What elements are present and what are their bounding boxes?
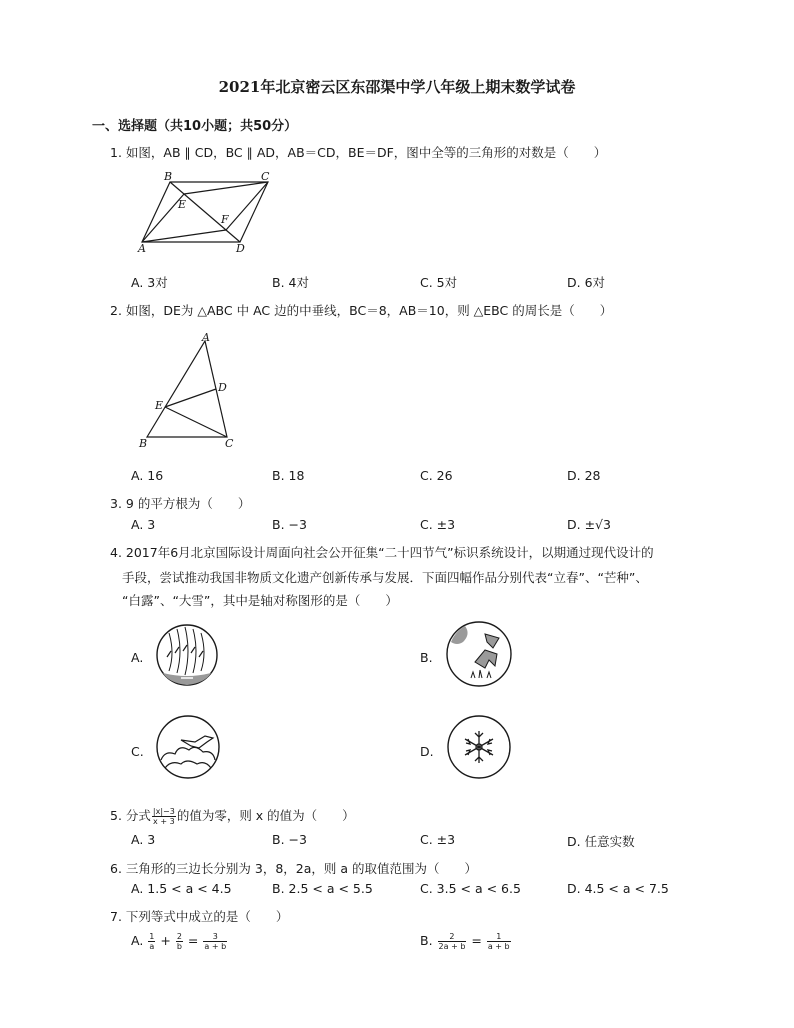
bailu-bird-cloud-icon: [155, 714, 221, 780]
label-E: E: [178, 198, 187, 211]
question-4-line-2: 手段，尝试推动我国非物质文化遗产创新传承与发展．下面四幅作品分别代表“立春”、“芒种”、: [122, 570, 648, 585]
label-D: D: [218, 381, 227, 394]
label-D: D: [236, 242, 245, 255]
label-C: C: [261, 170, 270, 183]
mangzhong-figure-icon: [445, 620, 513, 688]
label-C: C: [225, 437, 234, 450]
q7a-f3-num: 3: [203, 932, 227, 942]
question-6-stem: 6. 三角形的三边长分别为 3，8，2a，则 a 的取值范围为（ ）: [110, 861, 477, 876]
triangle-figure: [135, 333, 245, 451]
q4-option-b: B.: [420, 650, 433, 665]
q2-option-a: A. 16: [131, 468, 164, 483]
q7b-eq: =: [471, 933, 482, 948]
q5-fraction: [152, 807, 176, 826]
q5-option-b: B. −3: [272, 832, 307, 847]
q2-option-b: B. 18: [272, 468, 305, 483]
question-2-stem: 2. 如图，DE为 △ABC 中 AC 边的中垂线，BC＝8，AB＝10，则 △EBC 的周长是（ ）: [110, 303, 613, 318]
q7a-f2-num: 2: [176, 932, 182, 941]
q7a-frac-2: [176, 932, 183, 951]
q5-frac-num: |x|−3: [152, 807, 175, 816]
q5-option-a: A. 3: [131, 832, 156, 847]
q7b-frac-1: [438, 932, 467, 951]
page-title: 2021年北京密云区东邵渠中学八年级上期末数学试卷: [218, 78, 576, 96]
q6-option-c: C. 3.5 < a < 6.5: [420, 881, 521, 896]
question-4-line-1: 4. 2017年6月北京国际设计周面向社会公开征集“二十四节气”标识系统设计，以期通过现代设计的: [110, 545, 654, 560]
q7a-frac-1: [148, 932, 155, 951]
q4-option-c: C.: [131, 744, 144, 759]
question-1-stem: 1. 如图，AB ∥ CD，BC ∥ AD，AB＝CD，BE＝DF，图中全等的三角形的对数是（ ）: [110, 145, 607, 160]
q4-option-a: A.: [131, 650, 144, 665]
q5-prefix: 5. 分式: [110, 808, 151, 823]
q7a-plus: +: [160, 933, 171, 948]
q6-option-b: B. 2.5 < a < 5.5: [272, 881, 373, 896]
q2-option-d: D. 28: [567, 468, 601, 483]
q7a-f1-num: 1: [149, 932, 155, 941]
lichun-rain-icon: [155, 623, 219, 687]
q7a-frac-3: [203, 932, 227, 951]
q7a-eq: =: [187, 933, 199, 948]
q1-option-a: A. 3对: [131, 275, 168, 290]
q7a-f2-den: b: [176, 942, 182, 951]
q1-option-b: B. 4对: [272, 275, 309, 290]
q7b-f1-den: 2a + b: [438, 942, 466, 951]
label-A: A: [138, 242, 146, 255]
question-4-line-3: “白露”、“大雪”，其中是轴对称图形的是（ ）: [122, 593, 398, 608]
q7b-f1-num: 2: [438, 932, 467, 942]
q7b-f2-num: 1: [487, 932, 511, 942]
q7b-frac-2: [487, 932, 511, 951]
question-5-stem: [110, 806, 355, 826]
label-B: B: [139, 437, 148, 450]
q7b-f2-den: a + b: [487, 942, 510, 951]
q6-option-a: A. 1.5 < a < 4.5: [131, 881, 232, 896]
label-F: F: [221, 213, 229, 226]
q3-option-c: C. ±3: [420, 517, 456, 532]
q4-option-d: D.: [420, 744, 434, 759]
q7a-f3-den: a + b: [204, 942, 227, 951]
parallelogram-figure: [130, 172, 280, 254]
label-E: E: [155, 399, 164, 412]
q5-option-c: C. ±3: [420, 832, 456, 847]
q3-option-b: B. −3: [272, 517, 307, 532]
q5-option-d: D. 任意实数: [567, 834, 635, 849]
q2-option-c: C. 26: [420, 468, 453, 483]
q7a-label: A.: [131, 933, 144, 948]
q7a-f1-den: a: [149, 942, 155, 951]
daxue-snowflake-icon: [446, 714, 512, 780]
q1-option-d: D. 6对: [567, 275, 606, 290]
section-heading: 一、选择题（共10小题；共50分）: [92, 119, 298, 134]
label-A: A: [202, 331, 210, 344]
q7-option-a: [131, 932, 228, 951]
q1-option-c: C. 5对: [420, 275, 458, 290]
q3-option-a: A. 3: [131, 517, 156, 532]
q5-suffix: 的值为零，则 x 的值为（ ）: [176, 808, 355, 823]
q7b-label: B.: [420, 933, 433, 948]
q6-option-d: D. 4.5 < a < 7.5: [567, 881, 669, 896]
label-B: B: [164, 170, 173, 183]
question-7-stem: 7. 下列等式中成立的是（ ）: [110, 909, 289, 924]
q3-option-d: D. ±√3: [567, 517, 611, 532]
question-3-stem: 3. 9 的平方根为（ ）: [110, 496, 251, 511]
q5-frac-den: x + 3: [153, 817, 175, 826]
q7-option-b: [420, 932, 512, 951]
